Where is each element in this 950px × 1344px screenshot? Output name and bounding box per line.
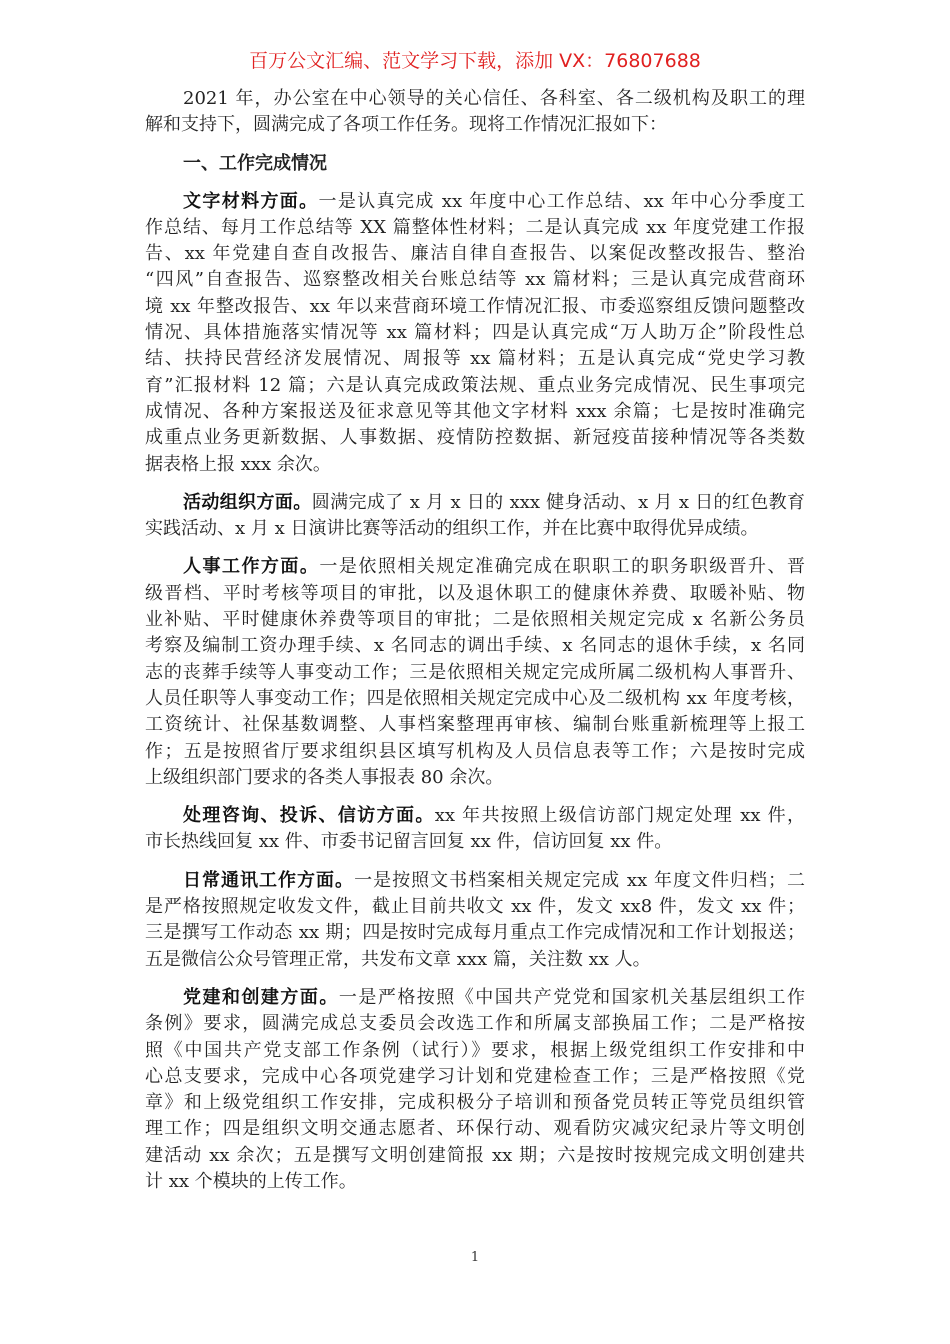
paragraph-lead: 人事工作方面。	[183, 556, 320, 578]
paragraph-line	[145, 920, 805, 946]
paragraph-line	[145, 829, 805, 855]
paragraph-line	[145, 1064, 805, 1090]
paragraph-line	[145, 607, 805, 633]
paragraph-line	[145, 985, 805, 1011]
line-text: 志的丧葬手续等人事变动工作；三是依照相关规定完成所属二级机构人事晋升、	[145, 661, 805, 683]
line-text: 育”汇报材料 12 篇；六是认真完成政策法规、重点业务完成情况、民生事项完	[145, 374, 805, 396]
line-text: 条例》要求，圆满完成总支委员会改选工作和所属支部换届工作；二是严格按	[145, 1013, 805, 1035]
line-text: 结、扶持民营经济发展情况、周报等 xx 篇材料；五是认真完成“党史学习教	[145, 348, 805, 370]
paragraph-line	[145, 320, 805, 346]
paragraph-line	[145, 739, 805, 765]
paragraph-line	[145, 633, 805, 659]
paragraph-line	[145, 189, 805, 215]
paragraph-line	[145, 346, 805, 372]
line-text: 建活动 xx 余次；五是撰写文明创建简报 xx 期；六是按时按规完成文明创建共	[145, 1144, 805, 1166]
paragraph-lead: 活动组织方面。	[183, 491, 312, 513]
line-text: 是严格按照规定收发文件，截止目前共收文 xx 件，发文 xx8 件，发文 xx 件；	[145, 896, 805, 918]
paragraph-line	[145, 452, 805, 478]
body-paragraph	[145, 868, 805, 973]
paragraph-line	[145, 803, 805, 829]
line-text: 级晋档、平时考核等项目的审批，以及退休职工的健康休养费、取暖补贴、物	[145, 582, 805, 604]
line-text: 一是依照相关规定准确完成在职职工的职务职级晋升、晋	[319, 556, 806, 578]
line-text: 工资统计、社保基数调整、人事档案整理再审核、编制台账重新梳理等上报工	[145, 714, 805, 736]
line-text: 情况、具体措施落实情况等 xx 篇材料；四是认真完成“万人助万企”阶段性总	[145, 322, 805, 344]
line-text: 据表格上报 xxx 余次。	[145, 453, 331, 475]
paragraph-line	[145, 1038, 805, 1064]
line-text: 成情况、各种方案报送及征求意见等其他文字材料 xxx 余篇；七是按时准确完	[145, 400, 805, 422]
line-text: 告、xx 年党建自查自改报告、廉洁自律自查报告、以案促改整改报告、整治	[145, 243, 805, 265]
line-text: “四风”自查报告、巡察整改相关台账总结等 xx 篇材料；三是认真完成营商环	[145, 269, 805, 291]
paragraph-line	[145, 373, 805, 399]
line-text: 考察及编制工资办理手续、x 名同志的调出手续、x 名同志的退休手续，x 名同	[145, 635, 805, 657]
paragraph-line	[145, 241, 805, 267]
line-text: 成重点业务更新数据、人事数据、疫情防控数据、新冠疫苗接种情况等各类数	[145, 427, 805, 449]
paragraph-lead: 日常通讯工作方面。	[183, 869, 355, 891]
line-text: 人员任职等人事变动工作；四是依照相关规定完成中心及二级机构 xx 年度考核，	[145, 687, 805, 709]
paragraph-line	[145, 712, 805, 738]
intro-line: 解和支持下，圆满完成了各项工作任务。现将工作情况汇报如下：	[145, 114, 667, 136]
line-text: 境 xx 年整改报告、xx 年以来营商环境工作情况汇报、市委巡察组反馈问题整改	[145, 295, 805, 317]
paragraph-line	[145, 1011, 805, 1037]
line-text: 五是微信公众号管理正常，共发布文章 xxx 篇，关注数 xx 人。	[145, 948, 651, 970]
body-paragraph	[145, 554, 805, 791]
line-text: 作；五是按照省厅要求组织县区填写机构及人员信息表等工作；六是按时完成	[145, 740, 805, 762]
line-text: 计 xx 个模块的上传工作。	[145, 1170, 357, 1192]
body-paragraph	[145, 490, 805, 543]
paragraph-lead: 文字材料方面。	[183, 190, 319, 212]
paragraph-line	[145, 294, 805, 320]
paragraph-line	[145, 1143, 805, 1169]
paragraph-line	[145, 1090, 805, 1116]
paragraph-line	[145, 516, 805, 542]
paragraph-line	[145, 1116, 805, 1142]
line-text: 三是撰写工作动态 xx 期；四是按时完成每月重点工作完成情况和工作计划报送；	[145, 922, 805, 944]
line-text: 业补贴、平时健康休养费等项目的审批；二是依照相关规定完成 x 名新公务员	[145, 609, 805, 631]
line-text: 市长热线回复 xx 件、市委书记留言回复 xx 件，信访回复 xx 件。	[145, 831, 673, 853]
paragraph-line	[145, 868, 805, 894]
line-text: 一是按照文书档案相关规定完成 xx 年度文件归档；二	[354, 869, 806, 891]
paragraph-line	[145, 554, 805, 580]
paragraph-line	[145, 765, 805, 791]
line-text: 上级组织部门要求的各类人事报表 80 余次。	[145, 766, 504, 788]
paragraph-lead: 党建和创建方面。	[183, 986, 339, 1008]
paragraph-line	[145, 215, 805, 241]
paragraph-line	[145, 425, 805, 451]
body-paragraph	[145, 985, 805, 1195]
paragraph-line	[145, 660, 805, 686]
line-text: 作总结、每月工作总结等 XX 篇整体性材料；二是认真完成 xx 年度党建工作报	[145, 216, 805, 238]
section-heading: 一、工作完成情况	[183, 152, 327, 174]
paragraph-line	[145, 490, 805, 516]
paragraph-line	[145, 581, 805, 607]
line-text: 心总支要求，完成中心各项党建学习计划和党建检查工作；三是严格按照《党	[145, 1065, 805, 1087]
intro-line: 2021 年，办公室在中心领导的关心信任、各科室、各二级机构及职工的理	[183, 88, 805, 109]
line-text: xx 年共按照上级信访部门规定处理 xx 件，	[434, 805, 806, 827]
paragraph-line	[145, 267, 805, 293]
watermark-banner: 百万公文汇编、范文学习下载，添加 VX：76807688	[249, 50, 701, 72]
line-text: 一是严格按照《中国共产党党和国家机关基层组织工作	[338, 986, 806, 1008]
page-number: 1	[470, 1250, 480, 1265]
line-text: 圆满完成了 x 月 x 日的 xxx 健身活动、x 月 x 日的红色教育	[311, 491, 805, 513]
document-body	[145, 86, 805, 1207]
paragraph-line	[145, 947, 805, 973]
intro-paragraph	[145, 86, 805, 139]
line-text: 章》和上级党组织工作安排，完成积极分子培训和预备党员转正等党员组织管	[145, 1092, 805, 1114]
line-text: 一是认真完成 xx 年度中心工作总结、xx 年中心分季度工	[318, 190, 806, 212]
line-text: 实践活动、x 月 x 日演讲比赛等活动的组织工作，并在比赛中取得优异成绩。	[145, 518, 759, 540]
paragraph-line	[145, 686, 805, 712]
paragraph-line	[145, 894, 805, 920]
paragraph-lead: 处理咨询、投诉、信访方面。	[183, 805, 435, 827]
body-paragraph	[145, 803, 805, 856]
line-text: 照《中国共产党支部工作条例（试行）》要求，根据上级党组织工作安排和中	[145, 1039, 805, 1061]
paragraph-line	[145, 399, 805, 425]
paragraph-line	[145, 1169, 805, 1195]
line-text: 理工作；四是组织文明交通志愿者、环保行动、观看防灾减灾纪录片等文明创	[145, 1118, 805, 1140]
body-paragraph	[145, 189, 805, 478]
